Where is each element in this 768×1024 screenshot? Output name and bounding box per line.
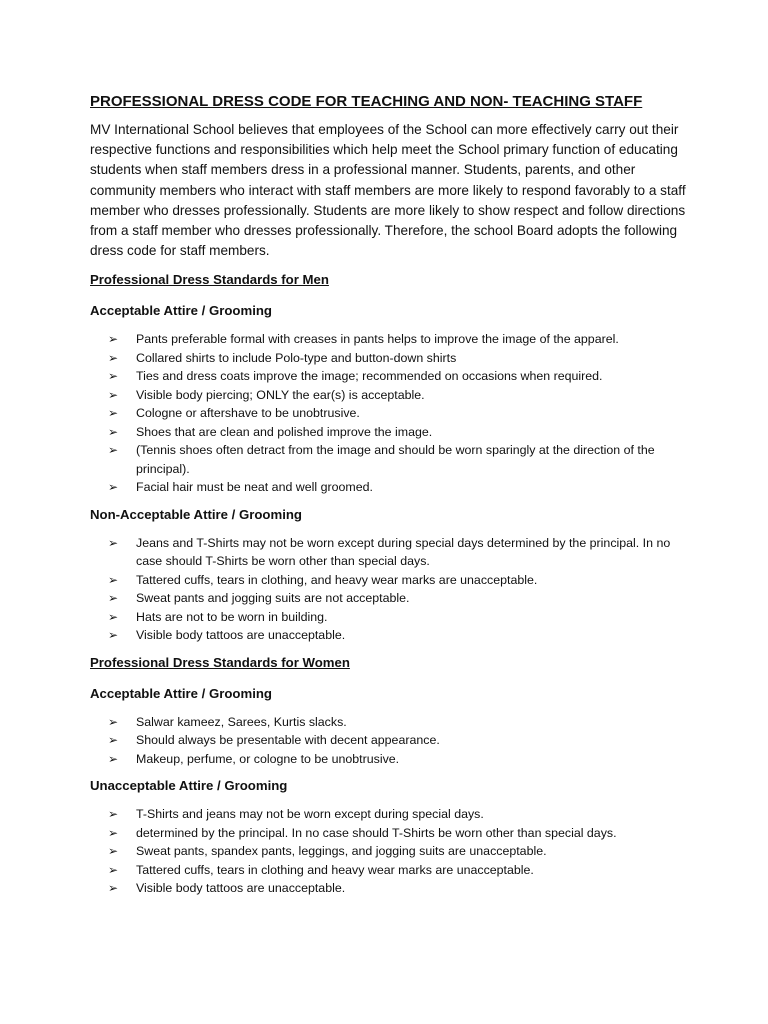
arrow-bullet-icon: ➢ bbox=[108, 387, 119, 402]
arrow-bullet-icon: ➢ bbox=[108, 807, 119, 822]
arrow-bullet-icon: ➢ bbox=[108, 369, 119, 384]
men-acceptable-list bbox=[108, 330, 690, 497]
list-item bbox=[108, 349, 690, 368]
list-item bbox=[108, 534, 690, 571]
list-item bbox=[108, 713, 690, 732]
list-item bbox=[108, 879, 690, 898]
list-item bbox=[108, 750, 690, 769]
list-item-text: Collared shirts to include Polo-type and button-down shirts bbox=[136, 350, 457, 365]
list-item bbox=[108, 805, 690, 824]
women-acceptable-heading: Acceptable Attire / Grooming bbox=[90, 685, 272, 701]
women-section-heading: Professional Dress Standards for Women bbox=[90, 654, 350, 670]
list-item-text: Salwar kameez, Sarees, Kurtis slacks. bbox=[136, 714, 347, 729]
list-item bbox=[108, 824, 690, 843]
list-item bbox=[108, 404, 690, 423]
arrow-bullet-icon: ➢ bbox=[108, 881, 119, 896]
arrow-bullet-icon: ➢ bbox=[108, 332, 119, 347]
list-item-text: T-Shirts and jeans may not be worn except during special days. bbox=[136, 807, 484, 822]
list-item-text: Visible body tattoos are unacceptable. bbox=[136, 628, 346, 643]
list-item bbox=[108, 842, 690, 861]
arrow-bullet-icon: ➢ bbox=[108, 714, 119, 729]
arrow-bullet-icon: ➢ bbox=[108, 535, 119, 550]
list-item bbox=[108, 441, 690, 478]
list-item-text: Tattered cuffs, tears in clothing and heavy wear marks are unacceptable. bbox=[136, 862, 534, 877]
list-item-text: Sweat pants and jogging suits are not acceptable. bbox=[136, 591, 410, 606]
list-item-text: Pants preferable formal with creases in pants helps to improve the image of the apparel. bbox=[136, 332, 619, 347]
women-acceptable-list bbox=[108, 713, 690, 769]
arrow-bullet-icon: ➢ bbox=[108, 350, 119, 365]
women-unacceptable-heading: Unacceptable Attire / Grooming bbox=[90, 778, 288, 794]
list-item-text: Jeans and T-Shirts may not be worn except during special days determined by the principal. In no case should T-Shirts be worn other than special days. bbox=[136, 535, 671, 569]
arrow-bullet-icon: ➢ bbox=[108, 609, 119, 624]
list-item bbox=[108, 571, 690, 590]
list-item bbox=[108, 423, 690, 442]
list-item-text: (Tennis shoes often detract from the image and should be worn sparingly at the direction of the principal). bbox=[136, 443, 655, 476]
list-item-text: Visible body tattoos are unacceptable. bbox=[136, 881, 346, 896]
arrow-bullet-icon: ➢ bbox=[108, 825, 119, 840]
document-page bbox=[90, 92, 690, 907]
intro-paragraph: MV International School believes that employees of the School can more effectively carry out their respective functions and responsibilities which help meet the School primary function of educating students when staff members dress in a professional manner. Students, parents, and other community members who interact with staff members are more likely to respond favorably to a staff member who dresses professionally. Students are more likely to show respect and follow directions from a staff member who dresses professionally. Therefore, the school Board adopts the following dress code for staff members. bbox=[90, 122, 686, 259]
arrow-bullet-icon: ➢ bbox=[108, 628, 119, 643]
arrow-bullet-icon: ➢ bbox=[108, 424, 119, 439]
arrow-bullet-icon: ➢ bbox=[108, 862, 119, 877]
list-item-text: Ties and dress coats improve the image; recommended on occasions when required. bbox=[136, 369, 603, 384]
list-item-text: Sweat pants, spandex pants, leggings, and jogging suits are unacceptable. bbox=[136, 844, 547, 859]
women-unacceptable-list bbox=[108, 805, 690, 898]
arrow-bullet-icon: ➢ bbox=[108, 733, 119, 748]
list-item-text: Hats are not to be worn in building. bbox=[136, 609, 328, 624]
men-acceptable-heading: Acceptable Attire / Grooming bbox=[90, 303, 272, 319]
list-item-text: Facial hair must be neat and well groomed. bbox=[136, 480, 373, 495]
arrow-bullet-icon: ➢ bbox=[108, 480, 119, 495]
list-item bbox=[108, 589, 690, 608]
list-item bbox=[108, 626, 690, 645]
document-title: PROFESSIONAL DRESS CODE FOR TEACHING AND NON- TEACHING STAFF bbox=[90, 93, 643, 110]
list-item-text: Makeup, perfume, or cologne to be unobtrusive. bbox=[136, 751, 400, 766]
arrow-bullet-icon: ➢ bbox=[108, 591, 119, 606]
list-item-text: Should always be presentable with decent appearance. bbox=[136, 733, 440, 748]
list-item bbox=[108, 608, 690, 627]
arrow-bullet-icon: ➢ bbox=[108, 844, 119, 859]
men-non-acceptable-list bbox=[108, 534, 690, 645]
list-item-text: Tattered cuffs, tears in clothing, and heavy wear marks are unacceptable. bbox=[136, 572, 538, 587]
list-item-text: Visible body piercing; ONLY the ear(s) is acceptable. bbox=[136, 387, 425, 402]
arrow-bullet-icon: ➢ bbox=[108, 406, 119, 421]
list-item bbox=[108, 861, 690, 880]
list-item-text: Shoes that are clean and polished improve the image. bbox=[136, 424, 433, 439]
men-non-acceptable-heading: Non-Acceptable Attire / Grooming bbox=[90, 506, 302, 522]
list-item-text: determined by the principal. In no case should T-Shirts be worn other than special days. bbox=[136, 825, 617, 840]
list-item bbox=[108, 478, 690, 497]
arrow-bullet-icon: ➢ bbox=[108, 751, 119, 766]
list-item bbox=[108, 731, 690, 750]
men-section-heading: Professional Dress Standards for Men bbox=[90, 272, 329, 288]
list-item-text: Cologne or aftershave to be unobtrusive. bbox=[136, 406, 360, 421]
arrow-bullet-icon: ➢ bbox=[108, 443, 119, 458]
list-item bbox=[108, 367, 690, 386]
arrow-bullet-icon: ➢ bbox=[108, 572, 119, 587]
list-item bbox=[108, 386, 690, 405]
list-item bbox=[108, 330, 690, 349]
